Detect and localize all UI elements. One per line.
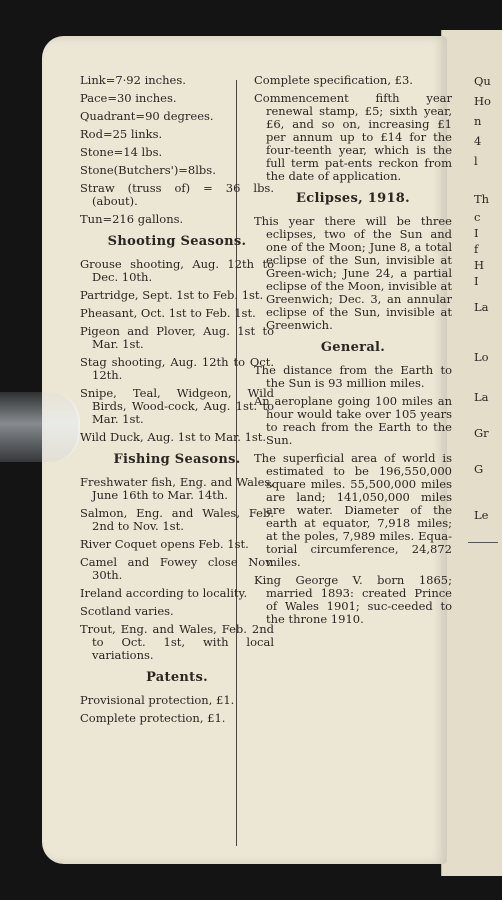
next-page-fragment: f (474, 242, 479, 256)
almanac-page (42, 36, 452, 864)
measure-item: Pace=30 inches. (80, 91, 177, 105)
general-fact-entry: King George V. born 1865; married 1893: created Prince of Wales 1901; suc-ceeded to the throne 1910. (254, 573, 452, 626)
shooting-season-entry: Grouse shooting, Aug. 12th to Dec. 10th. (80, 257, 274, 284)
measure-item: Tun=216 gallons. (80, 212, 184, 226)
patent-entry: Commencement fifth year renewal stamp, £5; sixth year, £6, and so on, increasing £1 per annum up to £14 for the four-teenth year, which is the full term pat-ents reckon from the date of application. (254, 91, 452, 183)
measure-item: Link=7·92 inches. (80, 73, 186, 87)
next-page-fragment: I (474, 226, 479, 240)
left-column (80, 74, 274, 730)
next-page-fragment: H (474, 258, 485, 272)
next-page-fragment: I (474, 274, 479, 288)
eclipses-text: This year there will be three eclipses, two of the Sun and one of the Moon; June 8, a total eclipse of the Sun, invisible at Green-wich; June 24, a partial eclipse of the Moon, invisible at Greenwich; Dec. 3, an annular eclipse of the Sun, invisible at Greenwich. (254, 214, 452, 332)
fishing-season-entry: River Coquet opens Feb. 1st. (80, 537, 249, 551)
right-column (254, 74, 452, 631)
next-page-fragment: Gr (474, 426, 489, 440)
general-heading: General. (320, 340, 386, 355)
general-fact-entry: The distance from the Earth to the Sun is 93 million miles. (254, 363, 452, 390)
general-fact-entry: The superficial area of world is estimated to be 196,550,000 square miles. 55,500,000 miles are land; 141,050,000 miles are water. Diameter of the earth at equator, 7,918 miles; at the poles, 7,989 miles. Equa-torial circumference, 24,872 miles. (254, 451, 452, 569)
measures-list (80, 74, 274, 226)
fishing-seasons-heading: Fishing Seasons. (113, 452, 241, 467)
shooting-seasons-list (80, 258, 274, 444)
next-page-rule (468, 542, 498, 543)
fishing-seasons-list (80, 476, 274, 662)
patents-heading: Patents. (146, 670, 208, 685)
general-fact-entry: An aeroplane going 100 miles an hour would take over 105 years to reach from the Earth to the Sun. (254, 394, 452, 447)
next-page-fragment: Ho (474, 94, 491, 108)
patent-entry: Complete specification, £3. (254, 73, 413, 87)
shooting-season-entry: Stag shooting, Aug. 12th to Oct. 12th. (80, 355, 274, 382)
next-page-fragment: La (474, 390, 489, 404)
next-page-fragment: Th (474, 192, 490, 206)
general-list (254, 364, 452, 626)
shooting-season-entry: Snipe, Teal, Widgeon, Wild Birds, Wood-cock, Aug. 1st. to Mar. 1st. (80, 386, 274, 426)
fishing-season-entry: Camel and Fowey close Nov. 30th. (80, 555, 274, 582)
next-page-fragment: La (474, 300, 489, 314)
patent-entry: Provisional protection, £1. (80, 693, 235, 707)
next-page-fragment: Lo (474, 350, 489, 364)
measure-item: Rod=25 links. (80, 127, 163, 141)
fishing-season-entry: Salmon, Eng. and Wales, Feb. 2nd to Nov. 1st. (80, 506, 274, 533)
next-page-fragment: c (474, 210, 481, 224)
patent-entry: Complete protection, £1. (80, 711, 226, 725)
fishing-season-entry: Trout, Eng. and Wales, Feb. 2nd to Oct. 1st, with local variations. (80, 622, 274, 662)
fishing-season-entry: Ireland according to locality. (80, 586, 248, 600)
measure-item: Stone(Butchers')=8lbs. (80, 163, 216, 177)
eclipses-heading: Eclipses, 1918. (296, 191, 410, 206)
measure-item: Stone=14 lbs. (80, 145, 163, 159)
plastic-clip (0, 392, 80, 462)
fishing-season-entry: Freshwater fish, Eng. and Wales, June 16th to Mar. 14th. (80, 475, 274, 502)
shooting-season-entry: Pigeon and Plover, Aug. 1st to Mar. 1st. (80, 324, 274, 351)
measure-item: Quadrant=90 degrees. (80, 109, 214, 123)
next-page-fragment: Qu (474, 74, 491, 88)
shooting-season-entry: Partridge, Sept. 1st to Feb. 1st. (80, 288, 264, 302)
next-page-fragment: Le (474, 508, 489, 522)
shooting-seasons-heading: Shooting Seasons. (107, 234, 247, 249)
next-page-fragment: G (474, 462, 484, 476)
shooting-season-entry: Pheasant, Oct. 1st to Feb. 1st. (80, 306, 256, 320)
next-page-fragment: l (474, 154, 478, 168)
shooting-season-entry: Wild Duck, Aug. 1st to Mar. 1st. (80, 430, 267, 444)
fishing-season-entry: Scotland varies. (80, 604, 174, 618)
measure-item: Straw (truss of) = 36 lbs. (about). (80, 181, 274, 208)
next-page-fragment: n (474, 114, 482, 128)
next-page-fragment: 4 (474, 134, 482, 148)
